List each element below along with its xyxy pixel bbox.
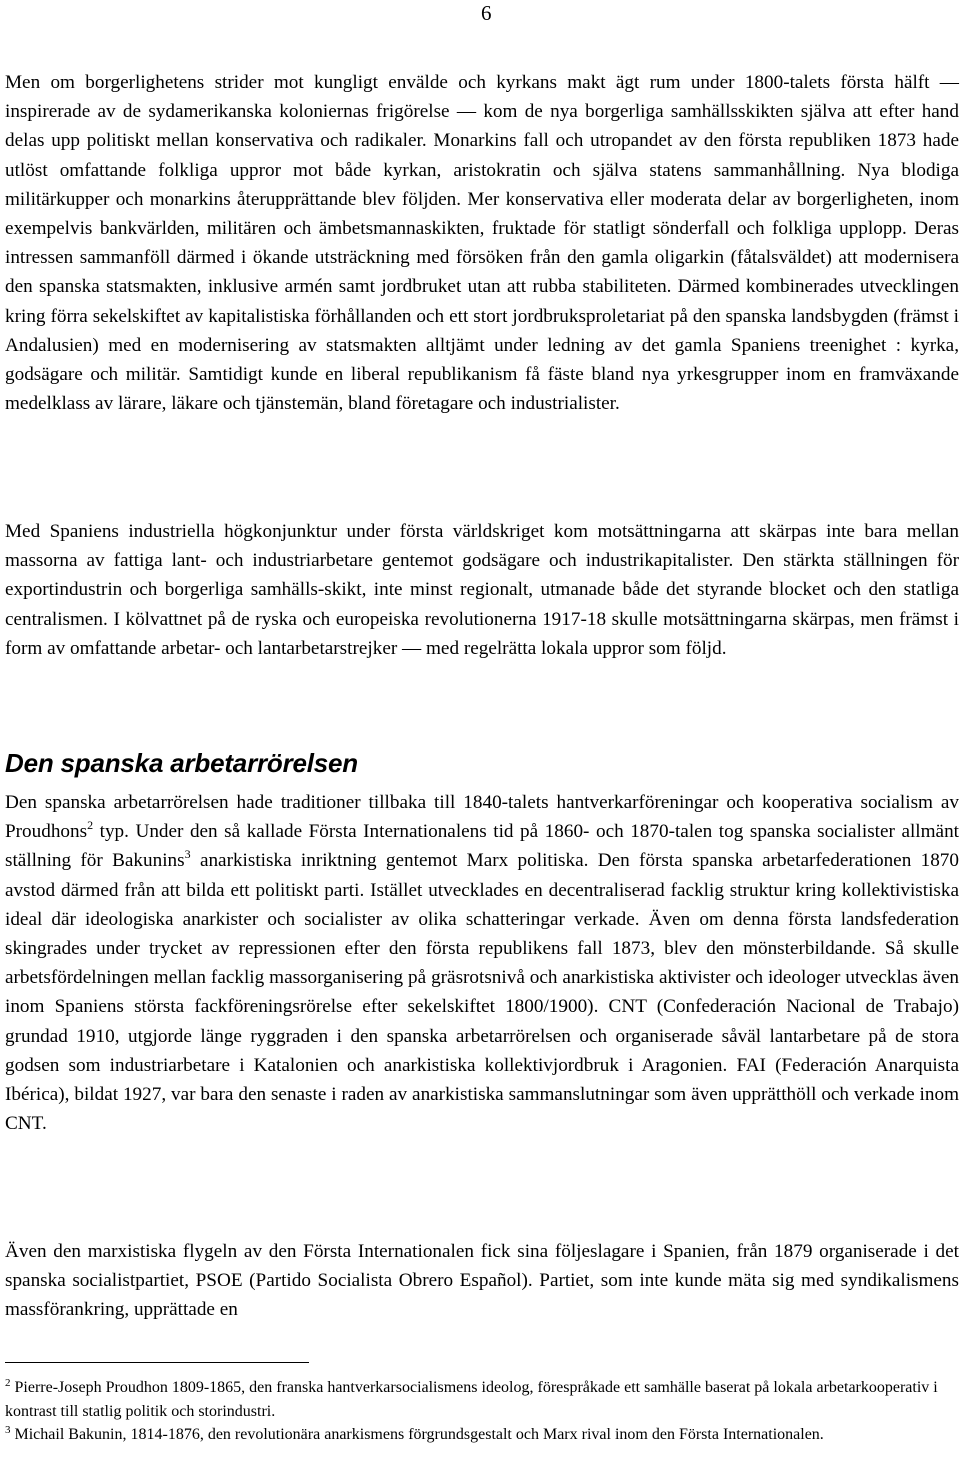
footnote-text: Pierre-Joseph Proudhon 1809-1865, den franska hantverkarsocialismens ideolog, förespråkade ett samhälle baserat på lokala arbetarkooperativ i kontrast till statlig politik och storindustri.: [5, 1379, 938, 1420]
document-page: [5, 0, 959, 1470]
footnote-separator: [5, 1362, 309, 1363]
section-paragraph-2: Även den marxistiska flygeln av den Första Internationalen fick sina följeslagare i Spanien, från 1879 organiserade i det spanska socialistpartiet, PSOE (Partido Socialista Obrero Español). Partiet, som inte kunde mäta sig med syndikalismens massförankring, upprättade en: [5, 1241, 959, 1321]
section-paragraph-1-part-3: anarkistiska inriktning gentemot Marx politiska. Den första spanska arbetarfederationen 1870 avstod därmed från att bilda ett politiskt parti. Istället utvecklades en decentraliserad facklig struktur kring kollektivistiska ideal där ideologiska anarkister och socialister av olika schatteringar verkade. Även om denna första landsfederation skingrades under trycket av repressionen efter den första republikens fall 1873, blev den mönsterbildande. Så skulle arbetsfördelningen mellan facklig massorganisering på gräsrotsnivå och anarkistiska aktivister och ideologer utvecklas även inom Spaniens största fackföreningsrörelse efter sekelskiftet 1800/1900). CNT (Confederación Nacional de Trabajo) grundad 1910, utgjorde länge ryggraden i den spanska arbetarrörelsen och organiserade såväl lantarbetare på de stora godsen som industriarbetare i Katalonien och anarkistiska kollektivjordbruk i Aragonien. FAI (Federación Anarquista Ibérica), bildat 1927, var bara den senaste i raden av anarkistiska sammanslutningar som även upprätthöll och verkade inom CNT.: [5, 850, 959, 1135]
body-paragraph-2: Med Spaniens industriella högkonjunktur under första världskriget kom motsättningarna att skärpas inte bara mellan massorna av fattiga lant- och industriarbetare gentemot godsägare och industrikapitalister. Den stärkta ställningen för exportindustrin och borgerliga samhälls-skikt, inte minst regionalt, utmanade både det styrande blocket och den statliga centralismen. I kölvattnet på de ryska och europeiska revolutionerna 1917-18 skulle motsättningarna skärpas, men främst i form av omfattande arbetar- och lantarbetarstrejker — med regelrätta lokala uppror som följd.: [5, 521, 959, 659]
page-number: 6: [481, 1, 492, 25]
section-heading: Den spanska arbetarrörelsen: [5, 748, 358, 778]
body-paragraph-1: Men om borgerlighetens strider mot kungligt envälde och kyrkans makt ägt rum under 1800-talets första hälft — inspirerade av de sydamerikanska koloniernas frigörelse — kom de nya borgerliga samhällsskikten själva att efter hand delas upp politiskt mellan konservativa och radikaler. Monarkins fall och utropandet av den första republiken 1873 hade utlöst omfattande folkliga uppror mot både kyrkan, aristokratin och själva statens sammanhållning. Nya blodiga militärkupper och monarkins återupprättande blev följden. Mer konservativa eller moderata delar av borgerligheten, inom exempelvis bankvärlden, militären och ämbetsmannaskikten, fruktade för statligt sönderfall och folkliga upplopp. Deras intressen sammanföll därmed i ökande utsträckning med försöken från den gamla oligarkin (fåtalsväldet) att modernisera den spanska statsmakten, inklusive armén samt jordbruket utan att rubba stabiliteten. Därmed kombinerades utvecklingen kring förra sekelskiftet av kapitalistiska förhållanden och ett stort jordbruksproletariat på den spanska landsbygden (främst i Andalusien) med en modernisering av statsmakten alltjämt under ledning av det gamla Spaniens treenighet : kyrka, godsägare och militär. Samtidigt kunde en liberal republikanism få fäste bland nya yrkesgrupper inom en framväxande medelklass av lärare, läkare och tjänstemän, bland företagare och industrialister.: [5, 72, 959, 415]
section-paragraph-1-part-2: typ. Under den så kallade Första Internationalens tid på 1860- och 1870-talen tog spanska socialister allmänt ställning för Bakunins: [5, 821, 959, 872]
footnote-2: [5, 1376, 959, 1423]
section-paragraph-1-part-1: Den spanska arbetarrörelsen hade traditioner tillbaka till 1840-talets hantverkarföreningar och kooperativa socialism av Proudhons: [5, 792, 959, 843]
footnote-number: 2: [5, 1376, 11, 1389]
footnote-number: 3: [5, 1423, 11, 1436]
footnote-3: [5, 1423, 959, 1447]
footnote-text: Michail Bakunin, 1814-1876, den revolutionära anarkismens förgrundsgestalt och Marx rival inom den Första Internationalen.: [14, 1426, 824, 1443]
footnote-reference-3[interactable]: 3: [184, 847, 191, 862]
section-paragraph-1: [5, 788, 959, 1138]
footnote-reference-2[interactable]: 2: [87, 817, 94, 832]
